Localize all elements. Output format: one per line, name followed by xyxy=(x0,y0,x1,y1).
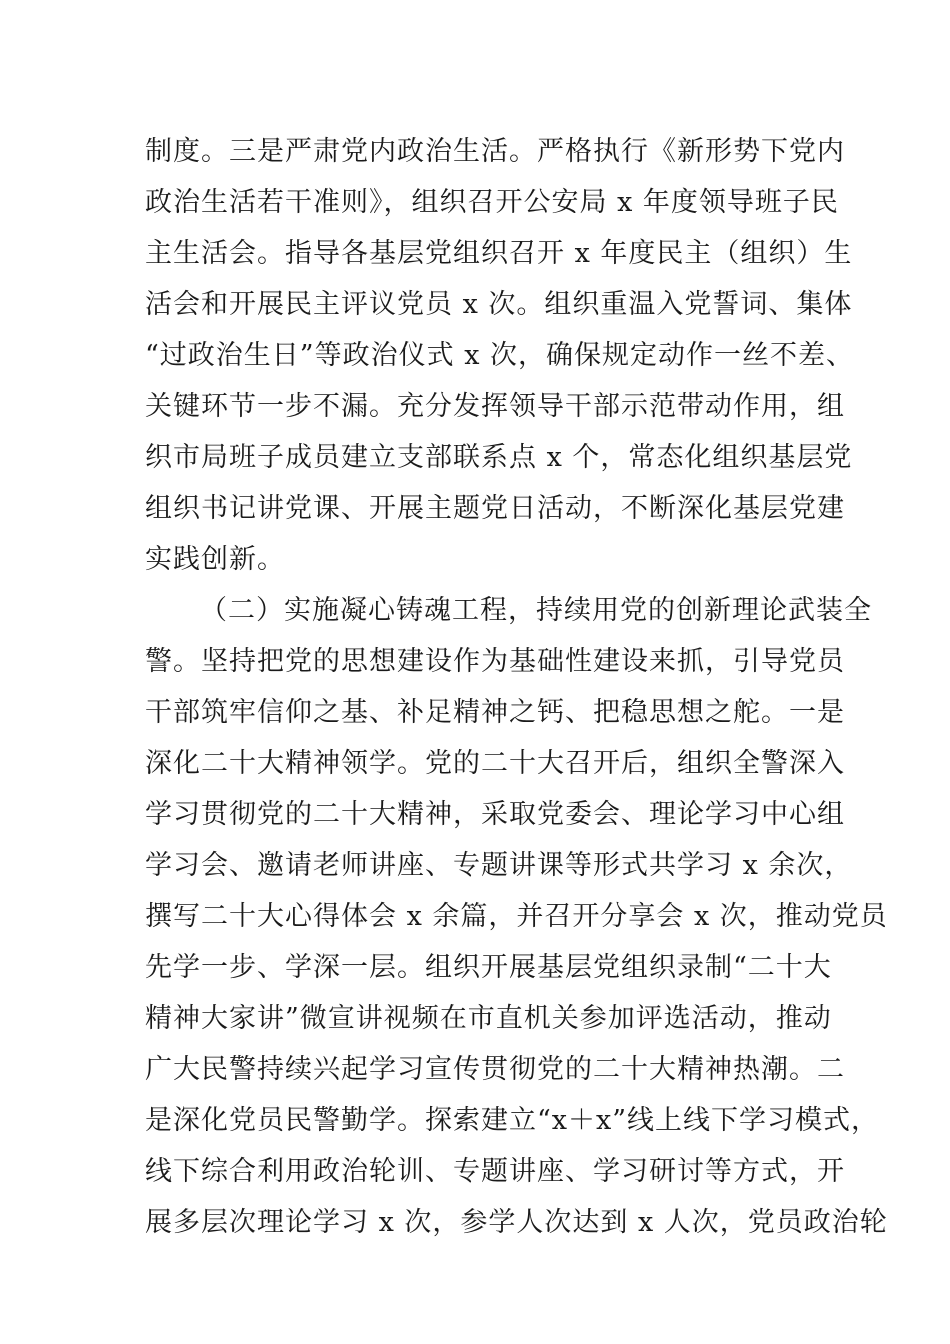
paragraph-line: 先学一步、学深一层。组织开展基层党组织录制“二十大 xyxy=(145,952,832,983)
paragraph-line: 织市局班子成员建立支部联系点 x 个，常态化组织基层党 xyxy=(145,442,853,473)
paragraph-line: 广大民警持续兴起学习宣传贯彻党的二十大精神热潮。二 xyxy=(145,1054,845,1085)
paragraph-line: 主生活会。指导各基层党组织召开 x 年度民主（组织）生 xyxy=(145,238,853,269)
paragraph-line: 精神大家讲”微宣讲视频在市直机关参加评选活动，推动 xyxy=(145,1003,832,1034)
section-heading-line: （二）实施凝心铸魂工程，持续用党的创新理论武装全 xyxy=(200,595,872,626)
paragraph-line: 学习会、邀请老师讲座、专题讲课等形式共学习 x 余次， xyxy=(145,850,853,881)
paragraph-line: 活会和开展民主评议党员 x 次。组织重温入党誓词、集体 xyxy=(145,289,853,320)
paragraph-line: 学习贯彻党的二十大精神，采取党委会、理论学习中心组 xyxy=(145,799,845,830)
paragraph-line: “过政治生日”等政治仪式 x 次，确保规定动作一丝不差、 xyxy=(145,340,854,371)
paragraph-line: 组织书记讲党课、开展主题党日活动，不断深化基层党建 xyxy=(145,493,845,524)
paragraph-line: 关键环节一步不漏。充分发挥领导干部示范带动作用，组 xyxy=(145,391,845,422)
paragraph-line: 撰写二十大心得体会 x 余篇，并召开分享会 x 次，推动党员 xyxy=(145,901,888,932)
paragraph-line: 展多层次理论学习 x 次，参学人次达到 x 人次，党员政治轮 xyxy=(145,1207,888,1238)
paragraph-line: 制度。三是严肃党内政治生活。严格执行《新形势下党内 xyxy=(145,136,845,167)
paragraph-line: 线下综合利用政治轮训、专题讲座、学习研讨等方式，开 xyxy=(145,1156,845,1187)
paragraph-line: 干部筑牢信仰之基、补足精神之钙、把稳思想之舵。一是 xyxy=(145,697,845,728)
paragraph-line: 深化二十大精神领学。党的二十大召开后，组织全警深入 xyxy=(145,748,845,779)
paragraph-line: 警。坚持把党的思想建设作为基础性建设来抓，引导党员 xyxy=(145,646,845,677)
paragraph-line: 是深化党员民警勤学。探索建立“x＋x”线上线下学习模式， xyxy=(145,1105,880,1136)
paragraph-line: 政治生活若干准则》，组织召开公安局 x 年度领导班子民 xyxy=(145,187,839,218)
paragraph-line: 实践创新。 xyxy=(145,544,285,575)
